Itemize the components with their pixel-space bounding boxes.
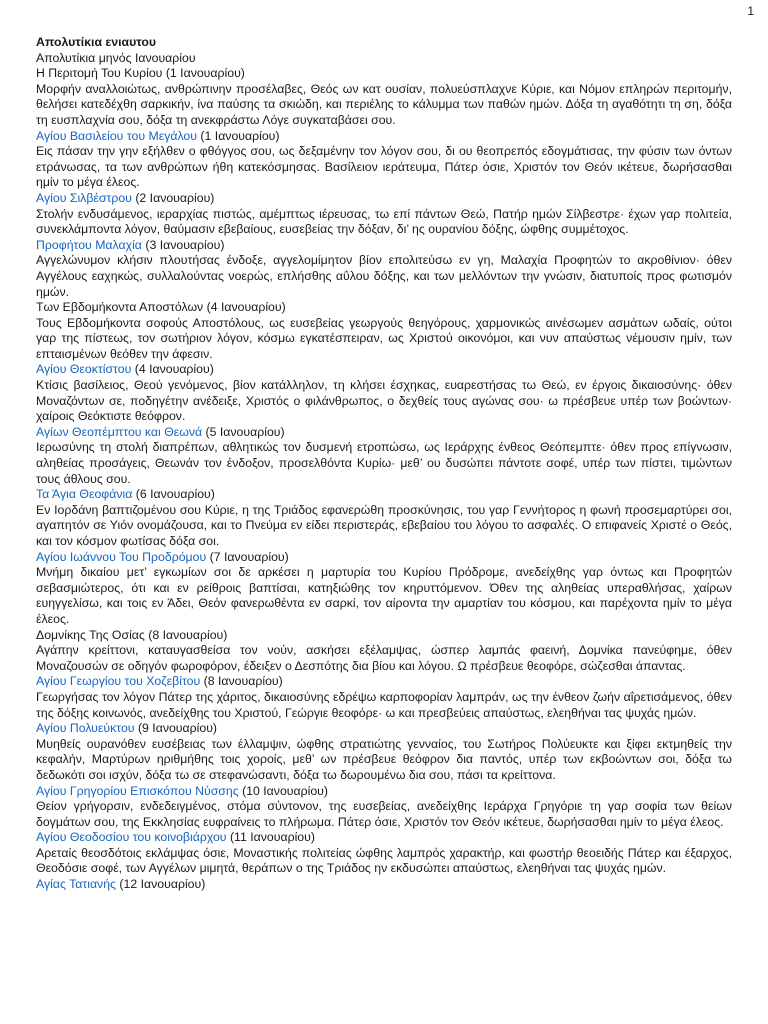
hymn-text: Αγάπην κρείττονι, καταυγασθείσα τον νούν, ασκήσει εξέλαμψας, ώσπερ λαμπάς φαεινή, Δομνίκα πανεύφημε, όθεν Μοναζουσών σε οδηγόν φωροφόρον, έδειξεν ο Δεσπότης δια βίου και λόγου. Ω πρέσβευε θεοφόρε, σώζεσθαι άπαντας. — [36, 643, 732, 673]
feast-date: (8 Ιανουαρίου) — [203, 674, 283, 689]
feast-link[interactable]: Αγίου Θεοκτίστου — [36, 362, 132, 377]
entry-heading — [36, 877, 732, 893]
document-subtitle: Απολυτίκια μηνός Ιανουαρίου — [36, 50, 196, 65]
feast-date: (2 Ιανουαρίου) — [135, 190, 215, 205]
hymn-text: Εν Ιορδάνη βαπτιζομένου σου Κύριε, η της Τριάδος εφανερώθη προσκύνησις, του γαρ Γεννήτορος η φωνή προσεμαρτύρει σοι, αγαπητόν σε Υιόν ονομάζουσα, και το Πνεύμα εν είδει περιστεράς, εβεβαίου του λόγου το ασφαλές. Ο επιφανείς Χριστέ ο Θεός, και τον κόσμον φωτίσας δόξα σοι. — [36, 502, 732, 548]
feast-link[interactable]: Αγίου Θεοδοσίου του κοινοβιάρχου — [36, 830, 227, 845]
hymn-text: Ιερωσύνης τη στολή διαπρέπων, αθλητικώς τον δυσμενή ετροπώσω, ως Ιεράρχης ένθεος Θεόπεμπτε· όθεν προς επίγνωσιν, αληθείας προσάγεις, Θεωνάν τον ένδοξον, προσελθόντα Κυρίω· μεθ’ ου δυσώπει πάντοτε σοφέ, υπέρ των πίστει, τιμώντων τους άθλους σου. — [36, 440, 732, 486]
hymn-text: Κτίσις βασίλειος, Θεού γενόμενος, βίον κατάλληλον, τη κλήσει έσχηκας, ευαρεστήσας τω Θεώ, εν έργοις δικαιοσύνης· όθεν Μοναζόντων σε, ποδηγέτην ανέδειξε, Χριστός ο φιλάνθρωπος, ο δεχθείς τους αγώνας σου· ω πρέσβευε υπέρ των βοώντων· χαίροις Θεόκτιστε θεόφρον. — [36, 378, 732, 424]
feast-date: (6 Ιανουαρίου) — [135, 487, 215, 502]
feast-link[interactable]: Αγίου Ιωάννου Του Προδρόμου — [36, 549, 207, 564]
hymn-text: Εις πάσαν την γην εξήλθεν ο φθόγγος σου, ως δεξαμένην τον λόγον σου, δι ου θεοπρεπός εδογμάτισας, την φύσιν των όντων ετράνωσας, τα των ανθρώπων ήθη κατεκόσμησας. Βασίλειον ιεράτευμα, Πάτερ όσιε, Χριστόν τον Θεόν ικέτευε, δωρήσασθαι ημίν το μέγα έλεος. — [36, 144, 732, 190]
hymn-text: Αρεταίς θεοσδότοις εκλάμψας όσιε, Μοναστικής πολιτείας ώφθης λαμπρός χαρακτήρ, και φωστήρ θεοειδής Πάτερ και έξαρχος, Θεοδόσιε σοφέ, των Αγγέλων μιμητά, θεράπων ο της Τριάδος ην εκδυσώπει απαύστως, ελεηθήναι τας ψυχάς ημών. — [36, 845, 732, 876]
hymn-text: Αγγελώνυμον κλήσιν πλουτήσας ένδοξε, αγγελομίμητον βίον επολιτεύσω εν γη, Μαλαχία Προφητών το ακροθίνιον· όθεν Αγγέλους εαχηκώς, συλλαλούντας νοερώς, επλήσθης αΰλου δόξης, και των μελλόντων την γνώσιν, διατυποίς προς φωτισμόν ημών. — [36, 253, 732, 299]
feast-link[interactable]: Αγίου Γεωργίου του Χοζεβίτου — [36, 674, 201, 689]
entry-heading — [36, 674, 732, 690]
feast-date: (12 Ιανουαρίου) — [119, 877, 206, 892]
page-number: 1 — [747, 4, 754, 18]
entry-heading — [36, 129, 732, 145]
feast-date: (4 Ιανουαρίου) — [206, 300, 286, 315]
feast-date: (9 Ιανουαρίου) — [137, 721, 218, 736]
hymn-text: Μορφήν αναλλοιώτως, ανθρώπινην προσέλαβες, Θεός ων κατ ουσίαν, πολυεύσπλαχνε Κύριε, και Νόμον επληρών περιτομήν, θελήσει κατεδέχθη σαρκικήν, ίνα παύσης τα σκιώδη, και περιέλης το κάλυμμα των παθών ημών. Δόξα τη αγαθότητι τη ση, δόξα τη ευσπλαχνία σου, δόξα τη ανεκφράστω Λόγε συγκαταβάσει σου. — [36, 81, 732, 127]
hymn-text: Θείον γρήγορσιν, ενδεδειγμένος, στόμα σύντονον, της ευσεβείας, ανεδείχθης Ιεράρχα Γρηγόριε τη γαρ σοφία των θείων δογμάτων σου, της Εκκλησίας ευφραίνεις το πλήρωμα. Πάτερ όσιε, Χριστόν τον Θεόν ικέτευε, δωρήσασθαι ημίν το μέγα έλεος. — [36, 799, 732, 829]
feast-date: (1 Ιανουαρίου) — [165, 66, 245, 81]
feast-date: (5 Ιανουαρίου) — [205, 424, 285, 439]
entry-heading — [36, 238, 732, 254]
hymn-text: Γεωργήσας τον λόγον Πάτερ της χάριτος, δικαιοσύνης εδρέψω καρποφορίαν λαμπράν, ως την ένθεον ζωήν αΐρετισάμενος, όθεν της δόξης κοινωνός, ανεδείχθης του Χριστού, Γεώργιε θεοφόρε· ω και πρεσβεύεις απαύστως, ελεηθήναι τας ψυχάς ημών. — [36, 689, 732, 720]
hymn-text: Μυηθείς ουρανόθεν ευσέβειας των έλλαμψιν, ώφθης στρατιώτης γενναίος, του Σωτήρος Πολύευκτε και ξίφει εκτμηθείς την κεφαλήν, Μαρτύρων ηριθμήθης τοις χοροίς, μεθ’ ων πρέσβευε θεόφρον δια παντός, υπέρ των εκβοώντων σοι, δόξα τω δεδωκότι σοι ισχύν, δόξα τω σε στεφανώσαντι, δόξα τω δωρουμένω δια σου, πάσι τα κρείττονα. — [36, 736, 732, 782]
feast-name: Η Περιτομή Του Κυρίου — [36, 66, 163, 81]
entry-heading — [36, 628, 732, 644]
feast-link[interactable]: Αγίας Τατιανής — [36, 877, 116, 892]
entry-heading — [36, 784, 732, 800]
entry-heading — [36, 425, 732, 441]
hymn-text: Μνήμη δικαίου μετ’ εγκωμίων σοι δε αρκέσει η μαρτυρία του Κυρίου Πρόδρομε, ανεδείχθης γαρ όντως και Προφητών σεβασμιώτερος, ότι και εν ρείθροις βαπτίσαι, κατηξιώθης τον κηρυττόμενον. Όθεν της αληθείας υπεραθλήσας, χαίρων ευηγγελίσω, και τοις εν Άδει, Θεόν φανερωθέντα εν σαρκί, τον αίροντα την αμαρτίαν του κόσμου, και παρέχοντα ημίν το μέγα έλεος. — [36, 565, 732, 626]
document-body — [36, 35, 732, 893]
entry-heading — [36, 550, 732, 566]
feast-name: Δομνίκης Της Οσίας — [36, 627, 145, 642]
entries-list — [36, 66, 732, 892]
hymn-text: Στολήν ενδυσάμενος, ιεραρχίας πιστώς, αμέμπτως ιέρευσας, τω επί πάντων Θεώ, Πατήρ ημών Σίλβεστρε· έχων γαρ πολιτεία, συνεκλάμποντα λόγον, θαύμασιν εβεβαίους, ευσεβείας την δόξαν, δι’ ης ουρανίου δόξης, ώφθης συμμέτοχος. — [36, 206, 732, 237]
entry-heading — [36, 362, 732, 378]
feast-link[interactable]: Αγίων Θεοπέμπτου και Θεωνά — [36, 424, 203, 439]
feast-link[interactable]: Τα Άγια Θεοφάνια — [36, 487, 133, 502]
feast-link[interactable]: Αγίου Σιλβέστρου — [36, 190, 132, 205]
feast-date: (10 Ιανουαρίου) — [242, 783, 329, 798]
entry-heading — [36, 300, 732, 316]
document-title: Απολυτίκια ενιαυτου — [36, 35, 157, 49]
feast-date: (1 Ιανουαρίου) — [200, 128, 280, 143]
entry-heading — [36, 487, 732, 503]
feast-link[interactable]: Προφήτου Μαλαχία — [36, 237, 142, 252]
entry-heading — [36, 191, 732, 207]
feast-link[interactable]: Αγίου Γρηγορίου Επισκόπου Νύσσης — [36, 783, 239, 798]
feast-date: (11 Ιανουαρίου) — [229, 830, 315, 845]
entry-heading — [36, 721, 732, 737]
feast-date: (7 Ιανουαρίου) — [209, 549, 289, 564]
entry-heading — [36, 830, 732, 846]
feast-link[interactable]: Αγίου Βασιλείου του Μεγάλου — [36, 128, 197, 143]
hymn-text: Τους Εβδομήκοντα σοφούς Αποστόλους, ως ευσεβείας γεωργούς θεηγόρους, χαρμονικώς αινέσωμεν ασμάτων ωδαίς, ούτοι γαρ της πίστεως, τον σωτήριον λόγον, κόσμω εγκατέσπειραν, ως Χριστού οικονόμοι, και νυν απαύστως νέμουσιν ημίν, των επταισμένων θεόθεν την άφεσιν. — [36, 315, 732, 361]
entry-heading — [36, 66, 732, 82]
feast-link[interactable]: Αγίου Πολυεύκτου — [36, 721, 135, 736]
feast-date: (8 Ιανουαρίου) — [148, 627, 228, 642]
feast-date: (3 Ιανουαρίου) — [145, 237, 225, 252]
feast-name: Των Εβδομήκοντα Αποστόλων — [36, 300, 204, 315]
feast-date: (4 Ιανουαρίου) — [134, 362, 214, 377]
